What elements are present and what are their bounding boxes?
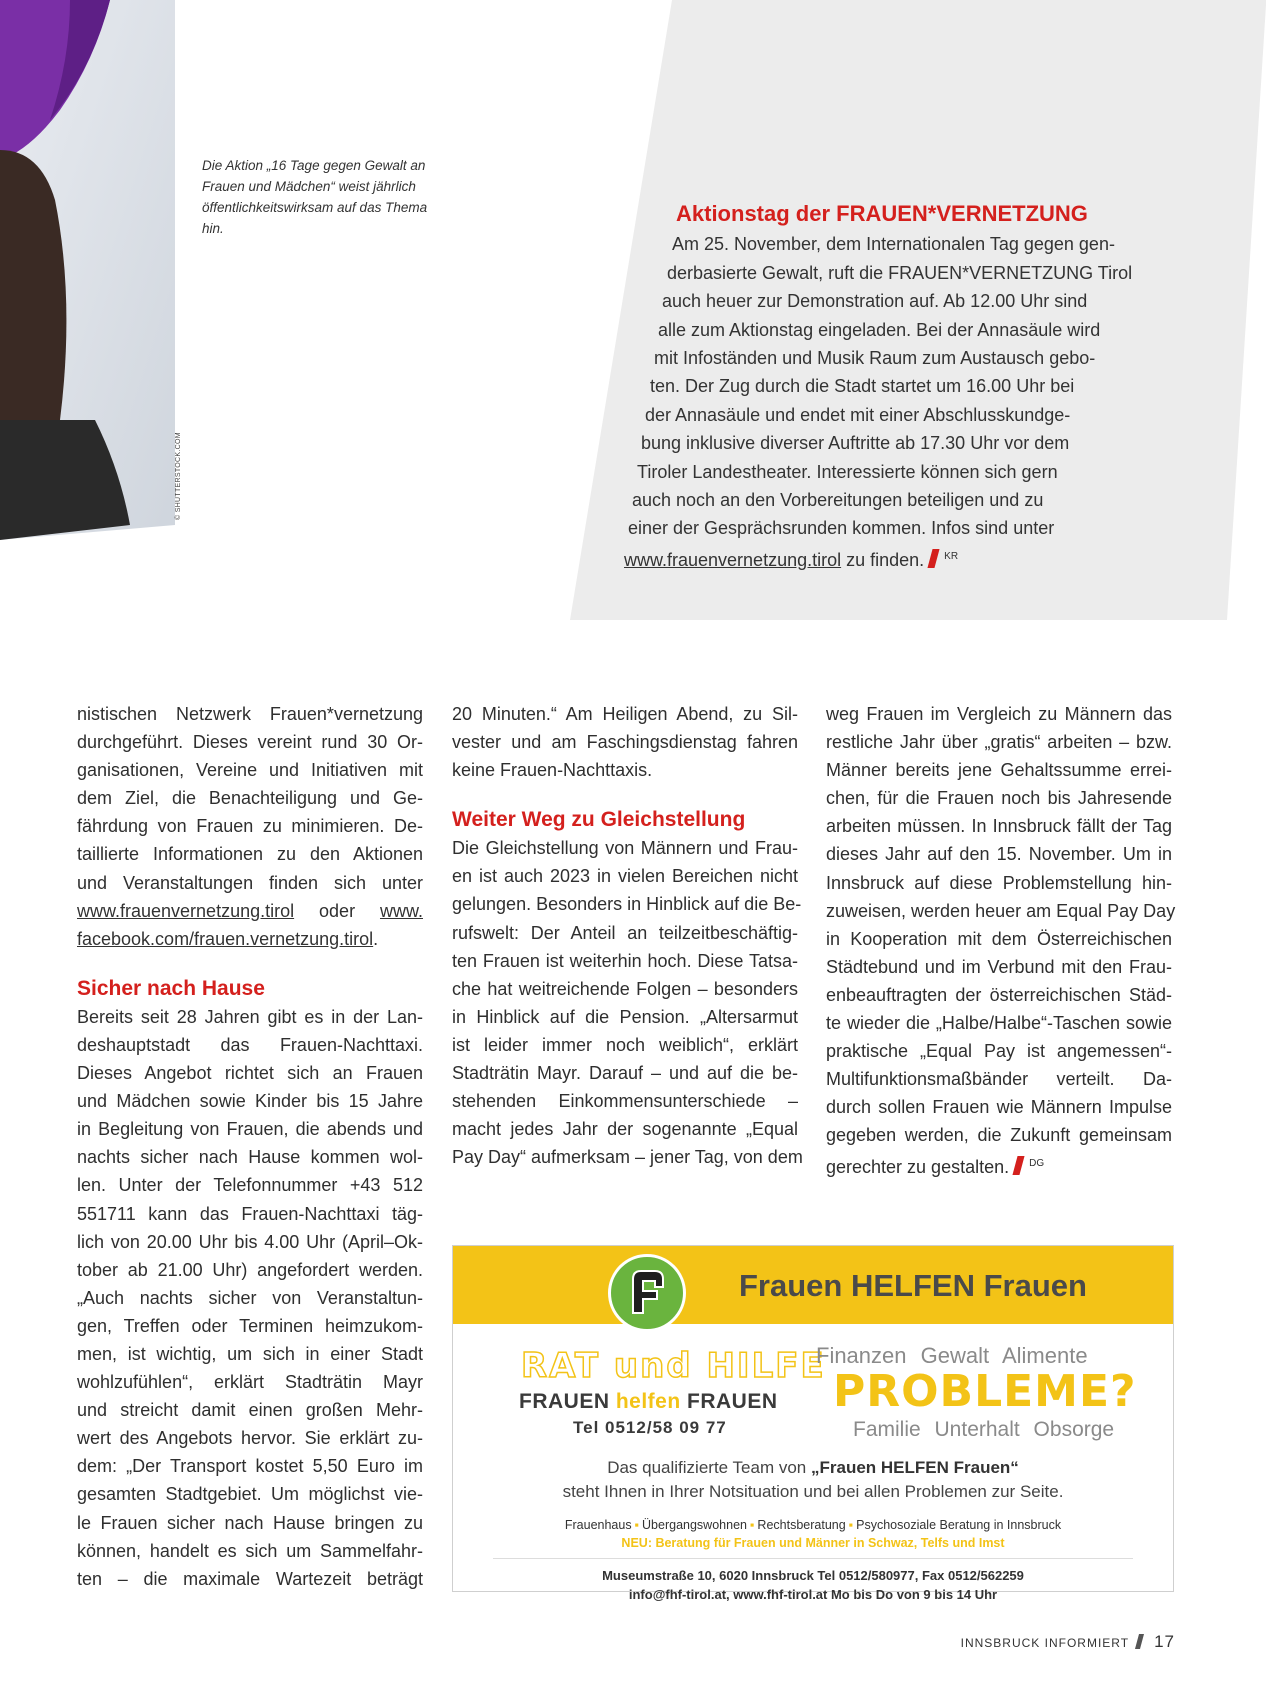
text-line: in Hinblick auf die Pension. „Altersarmut (452, 1006, 798, 1027)
info-box-line (624, 543, 1120, 574)
text-line: keine Frauen-Nachttaxis. (452, 760, 653, 781)
ad-fhf-claim (519, 1390, 778, 1414)
text-line: können, handelt es sich um Sammelfahr- (77, 1540, 423, 1561)
page-number: 17 (1154, 1632, 1175, 1651)
ad-team-line-1 (453, 1456, 1173, 1480)
ad-service-item: Psychosoziale Beratung in Innsbruck (856, 1518, 1062, 1532)
text-line: Dieses Angebot richtet sich an Frauen (77, 1063, 423, 1084)
ad-categories-top: Finanzen Gewalt Alimente (816, 1343, 1088, 1368)
text-line: dieses Jahr auf den 15. November. Um in (826, 844, 1172, 865)
publication-name: INNSBRUCK INFORMIERT (960, 1636, 1130, 1650)
info-box-line: ten. Der Zug durch die Stadt startet um 16.00 Uhr bei (650, 376, 1075, 397)
text-line: arbeiten müssen. In Innsbruck fällt der Tag (826, 816, 1172, 837)
text-line: nistischen Netzwerk Frauen*vernetzung (77, 704, 423, 724)
text-fragment: . (373, 928, 379, 949)
ad-services (453, 1518, 1173, 1532)
bullet-icon: ▪ (749, 1518, 755, 1532)
text-line: chen, für die Frauen noch bis Jahresende (826, 788, 1172, 809)
info-box-title: Aktionstag der FRAUEN*VERNETZUNG (676, 201, 1088, 226)
ad-categories-bottom: Familie Unterhalt Obsorge (853, 1418, 1115, 1441)
text-line: len. Unter der Telefonnummer +43 512 (77, 1175, 423, 1196)
article-column-1 (77, 700, 423, 1593)
text-line: te wieder die „Halbe/Halbe“-Taschen sowie (826, 1013, 1172, 1034)
info-box-line: Am 25. November, dem Internationalen Tag gegen gen- (672, 234, 1115, 255)
text-line: dem Ziel, die Benachteiligung und Ge- (77, 788, 423, 809)
ad-rat-und-hilfe: RAT und HILFE (521, 1346, 826, 1386)
text-line: durchgeführt. Dieses vereint rund 30 Or- (77, 732, 423, 753)
text-line: Innsbruck auf diese Problemstellung hin- (826, 872, 1172, 893)
text-line: gegeben werden, die Zukunft gemeinsam (826, 1125, 1172, 1146)
text-line: Die Gleichstellung von Männern und Frau- (452, 838, 798, 859)
text-line: che hat weitreichende Folgen – besonders (452, 978, 798, 999)
info-box-end-text: zu finden. (841, 549, 925, 570)
text-line: in Kooperation mit dem Österreichischen (826, 928, 1172, 949)
bullet-icon: ▪ (848, 1518, 854, 1532)
text-line: wohlzufühlen“, erklärt Stadträtin Mayr (77, 1372, 423, 1393)
text-line: rufswelt: Der Anteil an teilzeitbeschäftig- (452, 922, 798, 943)
text-line: Stadträtin Mayr. Darauf – und auf die be- (452, 1063, 798, 1084)
text-line: in Begleitung von Frauen, die abends und (77, 1119, 423, 1140)
text-line: zuweisen, werden heuer am Equal Pay Day (826, 900, 1176, 921)
ad-contact-web: info@fhf-tirol.at, www.fhf-tirol.at Mo bis Do von 9 bis 14 Uhr (628, 1587, 998, 1602)
frauenvernetzung-link[interactable]: www.frauenvernetzung.tirol (624, 549, 842, 570)
text-line: Bereits seit 28 Jahren gibt es in der Lan- (77, 1006, 423, 1027)
ad-service-item: Übergangswohnen (642, 1518, 747, 1532)
info-box-line: Tiroler Landestheater. Interessierte können sich gern (637, 461, 1058, 482)
info-box-line: derbasierte Gewalt, ruft die FRAUEN*VERNETZUNG Tirol (667, 262, 1133, 283)
text-line: weg Frauen im Vergleich zu Männern das (826, 704, 1172, 724)
text-line: restliche Jahr über „gratis“ arbeiten – bzw. (826, 732, 1172, 753)
end-mark-icon (1013, 1156, 1025, 1175)
fhf-logo-mark (611, 1257, 683, 1329)
fhf-logo-icon (608, 1254, 686, 1332)
text-line: men, ist wichtig, um sich in einer Stadt (77, 1343, 423, 1364)
text-line (826, 1150, 1172, 1181)
text-line: fährdung von Frauen zu minimieren. De- (77, 816, 423, 837)
ad-contact-address: Museumstraße 10, 6020 Innsbruck Tel 0512/580977, Fax 0512/562259 (602, 1568, 1024, 1583)
photo (0, 0, 175, 540)
text-line: „Auch nachts sicher von Veranstaltun- (77, 1287, 423, 1308)
text-line: ten Frauen ist weiterhin hoch. Diese Tatsa- (452, 950, 798, 971)
text-line: Multifunktionsmaßbänder verteilt. Da- (826, 1069, 1172, 1090)
ad-phone: Tel 0512/58 09 77 (573, 1418, 727, 1437)
end-mark-icon (928, 549, 940, 568)
info-box-line: auch noch an den Vorbereitungen beteiligen und zu (632, 490, 1044, 511)
text-line: ganisationen, Vereine und Initiativen mit (77, 760, 423, 781)
bullet-icon: ▪ (634, 1518, 640, 1532)
ad-probleme-headline: PROBLEME? (833, 1366, 1137, 1417)
text-fragment: FRAUEN (519, 1390, 616, 1413)
text-line: Pay Day“ aufmerksam – jener Tag, von dem (452, 1147, 803, 1168)
text-line: Männer bereits jene Gehaltssumme errei- (826, 760, 1172, 781)
text-line: en ist auch 2023 in vielen Bereichen nicht (452, 866, 798, 887)
text-line: deshauptstadt das Frauen-Nachttaxi. (77, 1034, 423, 1055)
photo-credit: © SHUTTERSTOCK.COM (175, 432, 182, 520)
text-line: macht jedes Jahr der sogenannte „Equal (452, 1119, 798, 1140)
text-line: nachts sicher nach Hause kommen wol- (77, 1147, 423, 1168)
text-line: tober ab 21.00 Uhr) angefordert werden. (77, 1259, 423, 1280)
ad-contact (453, 1566, 1173, 1604)
page-footer (961, 1632, 1175, 1652)
info-box-line: der Annasäule und endet mit einer Abschlusskundge- (645, 404, 1071, 425)
text-line: taillierte Informationen zu den Aktionen (77, 844, 423, 865)
info-box-line: mit Infoständen und Musik Raum zum Austausch gebo- (654, 348, 1096, 369)
text-line: vester und am Faschingsdienstag fahren (452, 732, 798, 753)
ad-team-line-2: steht Ihnen in Ihrer Notsituation und bei allen Problemen zur Seite. (562, 1482, 1064, 1501)
info-box-line: bung inklusive diverser Auftritte ab 17.30 Uhr vor dem (641, 433, 1070, 454)
photo-illustration (0, 0, 175, 540)
ad-brand-title: Frauen HELFEN Frauen (739, 1268, 1087, 1303)
ad-team-text (453, 1456, 1173, 1504)
text-line (77, 897, 423, 925)
author-initials: DG (1029, 1157, 1045, 1169)
text-line: wert des Angebots hervor. Sie erklärt zu- (77, 1428, 423, 1449)
text-line: 551711 kann das Frauen-Nachttaxi täg- (77, 1203, 423, 1224)
text-line: 20 Minuten.“ Am Heiligen Abend, zu Sil- (452, 704, 798, 724)
text-fragment: oder (294, 900, 380, 921)
text-line: lich von 20.00 Uhr bis 4.00 Uhr (April–Ok- (77, 1231, 423, 1252)
ad-new-notice: NEU: Beratung für Frauen und Männer in Schwaz, Telfs und Imst (621, 1536, 1005, 1550)
text-fragment: Das qualifizierte Team von (607, 1458, 811, 1477)
author-initials: KR (944, 550, 959, 562)
text-line: le Frauen sicher nach Hause bringen zu (77, 1512, 423, 1533)
text-line: praktische „Equal Pay ist angemessen“- (826, 1041, 1172, 1062)
text-line: gesamten Stadtgebiet. Um möglichst vie- (77, 1484, 423, 1505)
text-fragment: FRAUEN (680, 1390, 778, 1413)
info-box (560, 200, 1133, 574)
text-line: und streicht damit einen großen Mehr- (77, 1400, 423, 1421)
footer-mark-icon (1135, 1634, 1144, 1649)
section-heading-sicher-nach-hause: Sicher nach Hause (77, 976, 265, 1000)
text-line: dem: „Der Transport kostet 5,50 Euro im (77, 1456, 423, 1477)
text-line: Städtebund und im Verbund mit den Frau- (826, 956, 1172, 977)
article-column-3 (826, 700, 1176, 1181)
text-line: gen, Treffen oder Terminen heimzukom- (77, 1315, 423, 1336)
text-line: ten – die maximale Wartezeit beträgt (77, 1568, 423, 1589)
text-line: stehenden Einkommensunterschiede – (452, 1091, 798, 1112)
ad-service-item: Frauenhaus (564, 1518, 632, 1532)
section-heading-weiter-weg: Weiter Weg zu Gleichstellung (452, 808, 746, 832)
photo-caption: Die Aktion „16 Tage gegen Gewalt an Frauen und Mädchen“ weist jährlich öffentlichkeitswirksam auf das Thema hin. (202, 158, 428, 236)
text-line: und Mädchen sowie Kinder bis 15 Jahre (77, 1091, 423, 1112)
text-fragment: helfen (615, 1390, 681, 1413)
ad-service-item: Rechtsberatung (757, 1518, 846, 1532)
text-fragment: gerechter zu gestalten. (826, 1156, 1010, 1177)
text-line: und Veranstaltungen finden sich unter (77, 872, 423, 893)
facebook-link-part[interactable]: www. (379, 900, 423, 921)
info-box-line: auch heuer zur Demonstration auf. Ab 12.00 Uhr sind (662, 291, 1088, 312)
frauenvernetzung-link[interactable]: www.frauenvernetzung.tirol (77, 900, 295, 921)
text-line: durch sollen Frauen wie Männern Impulse (826, 1097, 1172, 1118)
ad-divider (493, 1558, 1133, 1559)
text-line: ist leider immer noch weiblich“, erklärt (452, 1034, 798, 1055)
facebook-link[interactable]: facebook.com/frauen.vernetzung.tirol (77, 928, 374, 949)
advertisement-frauen-helfen-frauen[interactable] (452, 1245, 1174, 1602)
article-column-2 (452, 700, 803, 1171)
text-fragment: „Frauen HELFEN Frauen“ (810, 1458, 1019, 1477)
info-box-line: alle zum Aktionstag eingeladen. Bei der Annasäule wird (658, 319, 1101, 340)
text-line: gelungen. Besonders in Hinblick auf die Be- (452, 894, 802, 915)
text-line: enbeauftragten der österreichischen Städ- (826, 984, 1172, 1005)
text-line (77, 925, 423, 953)
info-box-line: einer der Gesprächsrunden kommen. Infos sind unter (628, 518, 1055, 539)
